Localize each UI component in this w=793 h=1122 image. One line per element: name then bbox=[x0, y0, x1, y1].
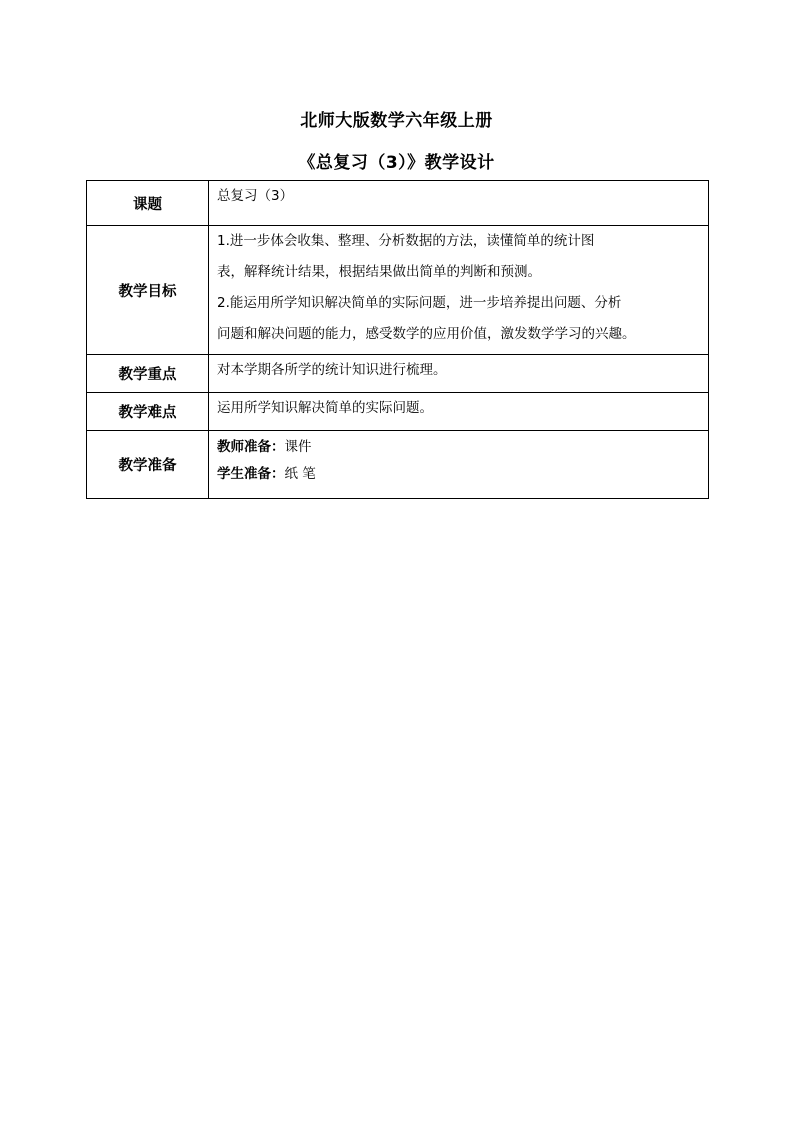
goals-line-2: 表，解释统计结果，根据结果做出简单的判断和预测。 bbox=[217, 264, 541, 280]
preparation-label: 教学准备 bbox=[87, 431, 209, 499]
table-row-preparation bbox=[87, 431, 709, 499]
topic-label: 课题 bbox=[87, 181, 209, 226]
table-row-goals bbox=[87, 226, 709, 355]
goals-line-3: 2.能运用所学知识解决简单的实际问题，进一步培养提出问题、分析 bbox=[217, 295, 622, 311]
document-title: 北师大版数学六年级上册 bbox=[300, 111, 493, 131]
goals-line-1: 1.进一步体会收集、整理、分析数据的方法，读懂简单的统计图 bbox=[217, 233, 595, 249]
teacher-preparation-label: 教师准备： bbox=[217, 439, 285, 455]
teacher-preparation-value: 课件 bbox=[284, 439, 312, 455]
table-row-difficulties bbox=[87, 393, 709, 431]
key-points-text: 对本学期各所学的统计知识进行梳理。 bbox=[217, 362, 447, 378]
student-preparation bbox=[217, 462, 708, 489]
key-points-label: 教学重点 bbox=[87, 355, 209, 393]
table-row-key-points bbox=[87, 355, 709, 393]
goals-label: 教学目标 bbox=[87, 226, 209, 355]
goals-value bbox=[209, 226, 709, 355]
difficulties-label: 教学难点 bbox=[87, 393, 209, 431]
student-preparation-value: 纸 笔 bbox=[284, 466, 316, 482]
student-preparation-label: 学生准备： bbox=[217, 466, 285, 482]
topic-text: 总复习（3） bbox=[217, 188, 294, 204]
difficulties-value bbox=[209, 393, 709, 431]
document-subtitle: 《总复习（3）》教学设计 bbox=[298, 153, 495, 173]
preparation-value bbox=[209, 431, 709, 499]
teacher-preparation bbox=[217, 435, 708, 462]
lesson-plan-table bbox=[86, 180, 709, 499]
difficulties-text: 运用所学知识解决简单的实际问题。 bbox=[217, 400, 433, 416]
table-row-topic bbox=[87, 181, 709, 226]
goals-line-4: 问题和解决问题的能力，感受数学的应用价值，激发数学学习的兴趣。 bbox=[217, 326, 636, 342]
topic-value bbox=[209, 181, 709, 226]
key-points-value bbox=[209, 355, 709, 393]
